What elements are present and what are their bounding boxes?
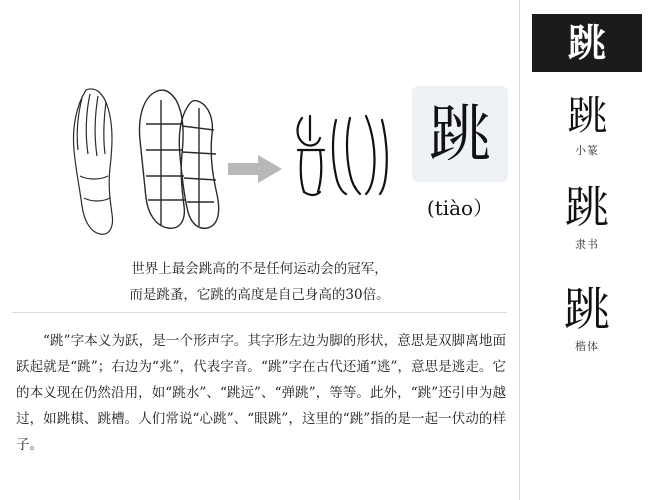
illustration-area (0, 0, 519, 256)
script-clerical-label: 隶书 (575, 238, 599, 251)
horizontal-divider (12, 312, 507, 313)
script-item-seal (522, 93, 652, 158)
character-modern-glyph: 跳 (428, 97, 491, 170)
script-item-clerical (522, 182, 652, 252)
script-item-regular (522, 282, 652, 354)
script-clerical-glyph: 跳 (565, 182, 609, 233)
script-regular-label: 楷体 (575, 340, 599, 353)
arrow-right-icon (228, 155, 282, 183)
caption-text (0, 256, 519, 308)
body-paragraph: “跳”字本义为跃，是一个形声字。其字形左边为脚的形状，意思是双脚离地面跃起就是“跳”；右边为“兆”，代表字音。“跳”字在古代还通“逃”，意思是逃走。它的本义现在仍然沿用，如“跳水”、“跳远”、“弹跳”，等等。此外，“跳”还引申为越过，如跳棋、跳槽。人们常说“心跳”、“眼跳”，这里的“跳”指的是一起一伏动的样子。 (16, 333, 506, 453)
vertical-divider (519, 0, 520, 500)
panel-header (532, 14, 642, 72)
script-seal-label: 小篆 (575, 144, 599, 157)
character-box (412, 86, 508, 182)
seal-script-drawing-icon (288, 110, 398, 200)
foot-drawing-icon (56, 80, 226, 245)
caption-line-1: 世界上最会跳高的不是任何运动会的冠军， (131, 261, 388, 277)
script-seal-glyph: 跳 (567, 93, 607, 139)
character-pinyin: (tiào） (426, 196, 494, 220)
panel-header-glyph: 跳 (567, 20, 606, 65)
script-regular-glyph: 跳 (564, 282, 610, 336)
script-evolution-panel (522, 0, 652, 500)
caption-line-2: 而是跳蚤，它跳的高度是自己身高的30倍。 (129, 287, 390, 303)
